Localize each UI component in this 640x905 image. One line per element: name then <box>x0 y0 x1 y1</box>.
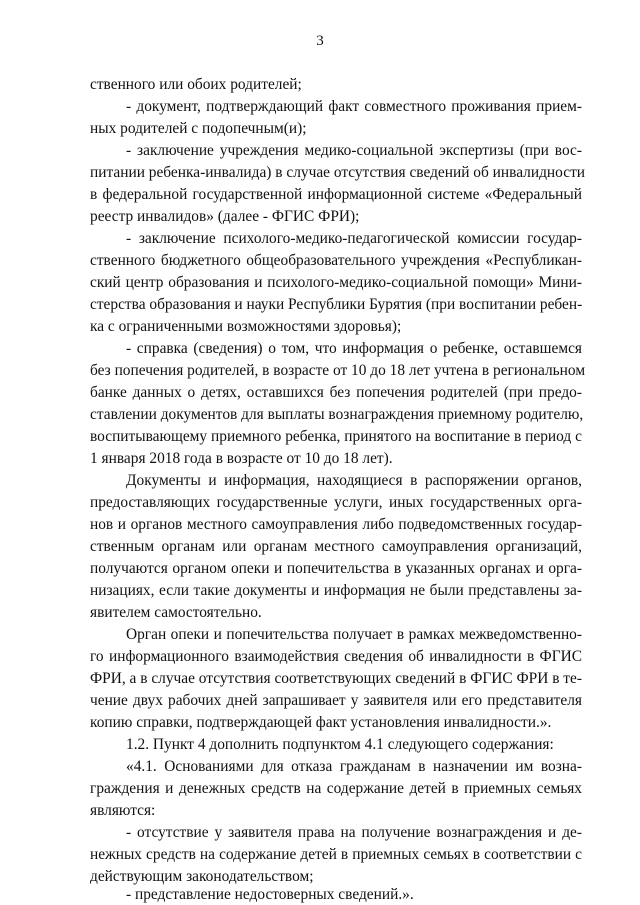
text-line: - представление недостоверных сведений.». <box>126 886 414 903</box>
text-line: нов и органов местного самоуправления либо подведомственных государ- <box>90 516 582 533</box>
text-line: ных родителей с подопечным(и); <box>90 120 307 137</box>
page-number: 3 <box>316 33 324 49</box>
text-line: нежных средств на содержание детей в приемных семьях в соответствии с <box>90 846 582 863</box>
text-line: Орган опеки и попечительства получает в рамках межведомственно- <box>126 626 582 643</box>
text-line: банке данных о детях, оставшихся без попечения родителей (при предо- <box>90 384 582 401</box>
text-line: в федеральной государственной информационной системе «Федеральный <box>90 186 582 203</box>
text-line: ственного бюджетного общеобразовательного учреждения «Республикан- <box>90 252 582 269</box>
text-line: воспитывающему приемного ребенка, принятого на воспитание в период с <box>90 428 582 445</box>
text-line: - документ, подтверждающий факт совместного проживания прием- <box>126 98 582 115</box>
text-line: низациях, если такие документы и информация не были представлены за- <box>90 582 582 599</box>
text-line: - заключение психолого-медико-педагогической комиссии государ- <box>126 230 582 247</box>
text-line: ставлении документов для выплаты вознаграждения приемному родителю, <box>90 406 584 423</box>
text-line: чение двух рабочих дней запрашивает у заявителя или его представителя <box>90 692 582 709</box>
text-line: граждения и денежных средств на содержание детей в приемных семьях <box>90 780 582 797</box>
text-line: предоставляющих государственные услуги, иных государственных орга- <box>90 494 582 511</box>
text-line: питании ребенка-инвалида) в случае отсутствия сведений об инвалидности <box>90 164 586 181</box>
text-line: стерства образования и науки Республики Бурятия (при воспитании ребен- <box>90 296 583 313</box>
text-line: без попечения родителей, в возрасте от 10 до 18 лет учтена в региональном <box>90 362 586 379</box>
text-line: 1.2. Пункт 4 дополнить подпунктом 4.1 следующего содержания: <box>126 736 554 753</box>
text-line: ФРИ, а в случае отсутствия соответствующих сведений в ФГИС ФРИ в те- <box>90 670 582 687</box>
text-line: получаются органом опеки и попечительства в указанных органах и орга- <box>90 560 582 577</box>
text-line: «4.1. Основаниями для отказа гражданам в назначении им возна- <box>126 758 582 775</box>
text-line: 1 января 2018 года в возрасте от 10 до 18 лет). <box>90 450 393 467</box>
text-line: - справка (сведения) о том, что информация о ребенке, оставшемся <box>126 340 582 357</box>
text-line: - заключение учреждения медико-социальной экспертизы (при вос- <box>126 142 582 159</box>
text-line: явителем самостоятельно. <box>90 604 262 621</box>
text-line: ственного или обоих родителей; <box>90 76 302 93</box>
text-line: являются: <box>90 802 156 819</box>
text-line: реестр инвалидов» (далее - ФГИС ФРИ); <box>90 208 360 225</box>
text-line: го информационного взаимодействия сведения об инвалидности в ФГИС <box>90 648 582 665</box>
text-line: ский центр образования и психолого-медико-социальной помощи» Мини- <box>90 274 582 291</box>
text-line: - отсутствие у заявителя права на получение вознаграждения и де- <box>126 824 582 841</box>
text-line: действующим законодательством; <box>90 868 314 885</box>
text-line: ка с ограниченными возможностями здоровья); <box>90 318 402 335</box>
text-line: копию справки, подтверждающей факт установления инвалидности.». <box>90 714 552 731</box>
text-line: Документы и информация, находящиеся в распоряжении органов, <box>126 472 582 489</box>
text-line: ственным органам или органам местного самоуправления организаций, <box>90 538 582 555</box>
